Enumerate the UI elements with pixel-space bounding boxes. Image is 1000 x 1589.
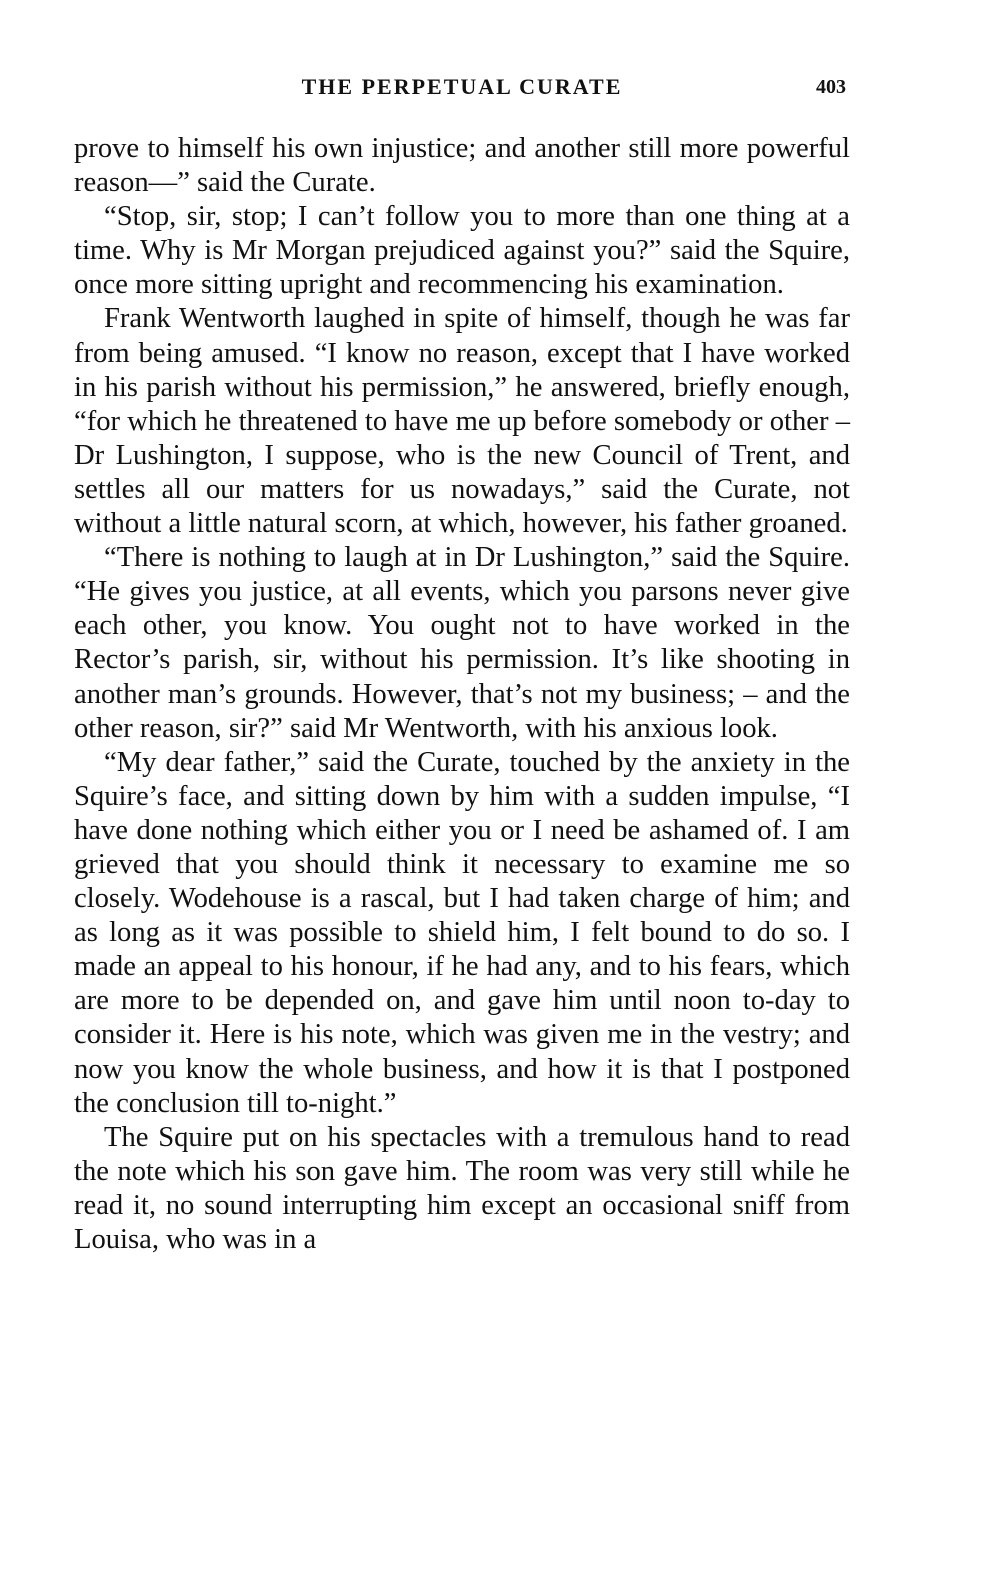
paragraph: “My dear father,” said the Curate, touched by the anxiety in the Squire’s face, and sitting down by him with a sudden impulse, “I have done nothing which either you or I need be ashamed of. I am grieved that you should think it necessary to examine me so closely. Wodehouse is a rascal, but I had taken charge of him; and as long as it was possible to shield him, I felt bound to do so. I made an appeal to his honour, if he had any, and to his fears, which are more to be depended on, and gave him until noon to-day to consider it. Here is his note, which was given me in the vestry; and now you know the whole business, and how it is that I postponed the conclusion till to-night.” xyxy=(74,746,850,1119)
book-page xyxy=(74,68,850,1257)
running-head xyxy=(74,68,850,108)
paragraph: “There is nothing to laugh at in Dr Lushington,” said the Squire. “He gives you justice, at all events, which you parsons never give each other, you know. You ought not to have worked in the Rector’s parish, sir, without his permission. It’s like shooting in another man’s grounds. However, that’s not my business; – and the other reason, sir?” said Mr Wentworth, with his anxious look. xyxy=(74,542,850,744)
paragraph: “Stop, sir, stop; I can’t follow you to more than one thing at a time. Why is Mr Morgan prejudiced against you?” said the Squire, once more sitting upright and recommencing his examination. xyxy=(74,201,850,301)
paragraph: Frank Wentworth laughed in spite of himself, though he was far from being amused. “I know no reason, except that I have worked in his parish without his permission,” he answered, briefly enough, “for which he threatened to have me up before somebody or other – Dr Lushington, I suppose, who is the new Council of Trent, and settles all our matters for us nowadays,” said the Curate, not without a little natural scorn, at which, however, his father groaned. xyxy=(74,303,850,540)
body-text xyxy=(74,132,850,1257)
running-title: THE PERPETUAL CURATE xyxy=(301,74,623,99)
page-number: 403 xyxy=(816,76,846,98)
paragraph: The Squire put on his spectacles with a tremulous hand to read the note which his son gave him. The room was very still while he read it, no sound interrupting him except an occasional sniff from Louisa, who was in a xyxy=(74,1121,850,1255)
paragraph-continuation: prove to himself his own injustice; and another still more powerful reason—” said the Curate. xyxy=(74,133,850,199)
